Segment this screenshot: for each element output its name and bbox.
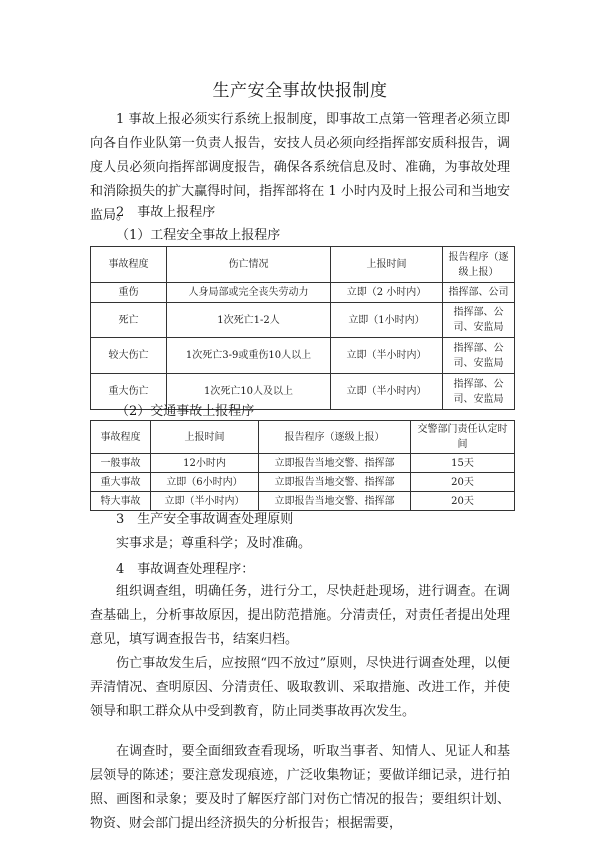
table-header-cell: 事故程度: [91, 421, 151, 454]
table-header-cell: 上报时间: [151, 421, 259, 454]
table-cell: 立即（半小时内）: [331, 338, 443, 374]
table-row: [91, 338, 515, 374]
table-cell: 立即报告当地交警、指挥部: [259, 454, 411, 473]
table-2-caption: （2）交通事故上报程序: [116, 404, 255, 419]
section-4-paragraph-2: 伤亡事故发生后，应按照“四不放过”原则，尽快进行调查处理，以便弄清情况、查明原因、分清责任、吸取教训、采取措施、改进工作，并使领导和职工群众从中受到教育，防止同类事故再次发生。: [90, 656, 510, 719]
page-title: 生产安全事故快报制度: [212, 81, 388, 101]
table-header-cell: 事故程度: [91, 247, 167, 283]
table-row: [91, 492, 515, 511]
table-row: [91, 454, 515, 473]
section-3-principles: 实事求是；尊重科学；及时准确。: [116, 536, 312, 551]
table-cell: 重大伤亡: [91, 374, 167, 410]
table-cell: 一般事故: [91, 454, 151, 473]
table-cell: 指挥部、公司、安监局: [443, 303, 515, 338]
traffic-accident-table: [90, 420, 515, 511]
table-header-cell: 伤亡情况: [167, 247, 331, 283]
section-1-paragraph: 1 事故上报必须实行系统上报制度，即事故工点第一管理者必须立即向各自作业队第一负责人报告，安技人员必须向经指挥部安质科报告，调度人员必须向指挥部调度报告，确保各系统信息及时、准确，为事故处理和消除损失的扩大赢得时间，指挥部将在 1 小时内及时上报公司和当地安监局。: [90, 112, 510, 223]
table-cell: 12小时内: [151, 454, 259, 473]
section-4-paragraph-3: 在调查时，要全面细致查看现场，听取当事者、知情人、见证人和基层领导的陈述；要注意发现痕迹，广泛收集物证；要做详细记录，进行拍照、画图和录象；要及时了解医疗部门对伤亡情况的报告；要组织计划、物资、财会部门提出经济损失的分析报告；根据需要，: [90, 744, 510, 831]
table-cell: 重大事故: [91, 473, 151, 492]
table-cell: 立即（半小时内）: [151, 492, 259, 511]
table-cell: 1次死亡3-9或重伤10人以上: [167, 338, 331, 374]
table-row: [91, 303, 515, 338]
table-header-cell: 报告程序（逐级上报）: [259, 421, 411, 454]
table-cell: 重伤: [91, 283, 167, 303]
table-cell: 20天: [411, 492, 515, 511]
table-header-cell: 交警部门责任认定时间: [411, 421, 515, 454]
table-cell: 立即（6小时内）: [151, 473, 259, 492]
table-1-caption: （1）工程安全事故上报程序: [116, 228, 281, 243]
table-header-row: [91, 421, 515, 454]
engineering-accident-table: [90, 246, 515, 410]
table-cell: 立即（1小时内）: [331, 303, 443, 338]
table-header-cell: 报告程序（逐级上报）: [443, 247, 515, 283]
section-4-heading: 4 事故调查处理程序：: [116, 562, 255, 577]
table-row: [91, 473, 515, 492]
table-cell: 立即（半小时内）: [331, 374, 443, 410]
table-header-cell: 上报时间: [331, 247, 443, 283]
section-3-heading: 3 生产安全事故调查处理原则: [116, 512, 294, 527]
section-4-paragraph-1: 组织调查组，明确任务，进行分工，尽快赶赴现场，进行调查。在调查基础上，分析事故原因，提出防范措施。分清责任，对责任者提出处理意见，填写调查报告书，结案归档。: [90, 584, 510, 647]
table-cell: 立即报告当地交警、指挥部: [259, 473, 411, 492]
table-cell: 指挥部、公司、安监局: [443, 338, 515, 374]
table-cell: 1次死亡1-2人: [167, 303, 331, 338]
table-header-row: [91, 247, 515, 283]
section-2-heading: 2 事故上报程序: [116, 205, 216, 220]
table-cell: 指挥部、公司、安监局: [443, 374, 515, 410]
table-cell: 立即报告当地交警、指挥部: [259, 492, 411, 511]
table-cell: 15天: [411, 454, 515, 473]
table-row: [91, 283, 515, 303]
table-cell: 1次死亡10人及以上: [167, 374, 331, 410]
table-cell: 死亡: [91, 303, 167, 338]
table-cell: 立即（2 小时内）: [331, 283, 443, 303]
table-cell: 指挥部、公司: [443, 283, 515, 303]
table-cell: 人身局部或完全丧失劳动力: [167, 283, 331, 303]
table-cell: 特大事故: [91, 492, 151, 511]
table-cell: 较大伤亡: [91, 338, 167, 374]
table-cell: 20天: [411, 473, 515, 492]
